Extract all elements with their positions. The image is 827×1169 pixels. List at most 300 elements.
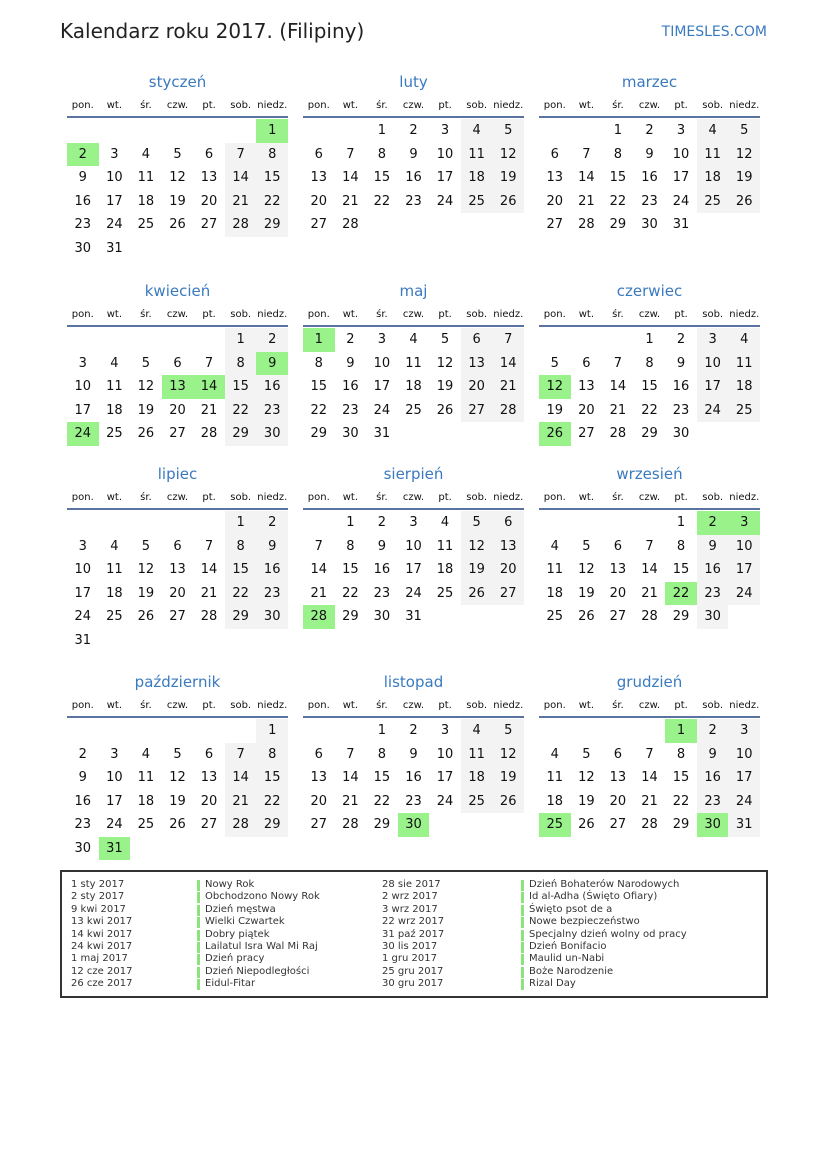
day-cell[interactable]: 6	[461, 328, 493, 352]
day-cell[interactable]: 31	[74, 632, 92, 648]
day-cell[interactable]: 28	[609, 426, 627, 442]
day-cell[interactable]: 5	[728, 119, 760, 143]
day-cell[interactable]: 19	[169, 793, 186, 809]
day-cell[interactable]: 19	[137, 585, 155, 601]
day-cell[interactable]: 16	[697, 766, 729, 790]
day-cell[interactable]: 28	[200, 426, 218, 442]
day-cell[interactable]: 7	[225, 743, 257, 767]
day-cell[interactable]: 1	[645, 332, 654, 348]
day-cell[interactable]: 4	[550, 746, 559, 762]
holiday-day[interactable]: 1	[256, 119, 288, 143]
day-cell[interactable]: 19	[137, 402, 155, 418]
day-cell[interactable]: 9	[346, 355, 355, 371]
day-cell[interactable]: 2	[645, 123, 654, 139]
day-cell[interactable]: 24	[672, 193, 690, 209]
day-cell[interactable]: 22	[225, 399, 257, 423]
day-cell[interactable]: 17	[436, 170, 454, 186]
day-cell[interactable]: 6	[314, 146, 323, 162]
day-cell[interactable]: 13	[492, 535, 524, 559]
day-cell[interactable]: 19	[169, 193, 186, 209]
day-cell[interactable]: 1	[225, 328, 257, 352]
day-cell[interactable]: 14	[609, 379, 627, 395]
day-cell[interactable]: 20	[609, 585, 627, 601]
day-cell[interactable]: 26	[436, 402, 454, 418]
day-cell[interactable]: 30	[74, 240, 92, 256]
site-logo[interactable]: TIMESLES.COM	[661, 24, 767, 40]
day-cell[interactable]: 22	[225, 582, 257, 606]
day-cell[interactable]: 2	[256, 511, 288, 535]
day-cell[interactable]: 18	[697, 166, 729, 190]
day-cell[interactable]: 15	[373, 770, 391, 786]
day-cell[interactable]: 25	[461, 190, 493, 214]
day-cell[interactable]: 6	[204, 746, 214, 762]
day-cell[interactable]: 18	[728, 375, 760, 399]
day-cell[interactable]: 28	[492, 399, 524, 423]
day-cell[interactable]: 30	[74, 840, 92, 856]
day-cell[interactable]: 24	[405, 585, 422, 601]
holiday-day[interactable]: 3	[728, 511, 760, 535]
day-cell[interactable]: 11	[137, 170, 155, 186]
day-cell[interactable]: 27	[310, 817, 328, 833]
holiday-day[interactable]: 13	[162, 375, 194, 399]
day-cell[interactable]: 2	[346, 332, 355, 348]
day-cell[interactable]: 29	[609, 217, 627, 233]
day-cell[interactable]: 9	[256, 535, 288, 559]
day-cell[interactable]: 16	[74, 793, 92, 809]
day-cell[interactable]: 12	[436, 355, 454, 371]
day-cell[interactable]: 31	[405, 609, 422, 625]
day-cell[interactable]: 22	[672, 793, 690, 809]
day-cell[interactable]: 5	[582, 746, 591, 762]
day-cell[interactable]: 21	[342, 793, 359, 809]
day-cell[interactable]: 11	[436, 538, 454, 554]
day-cell[interactable]: 19	[546, 402, 564, 418]
day-cell[interactable]: 9	[409, 746, 418, 762]
day-cell[interactable]: 30	[697, 605, 729, 629]
day-cell[interactable]: 22	[609, 193, 627, 209]
day-cell[interactable]: 18	[546, 793, 564, 809]
day-cell[interactable]: 20	[609, 793, 627, 809]
day-cell[interactable]: 7	[314, 538, 323, 554]
day-cell[interactable]: 12	[169, 170, 186, 186]
day-cell[interactable]: 19	[461, 558, 493, 582]
day-cell[interactable]: 1	[346, 515, 355, 531]
day-cell[interactable]: 7	[346, 146, 355, 162]
day-cell[interactable]: 7	[204, 538, 214, 554]
day-cell[interactable]: 15	[225, 375, 257, 399]
day-cell[interactable]: 25	[106, 426, 123, 442]
day-cell[interactable]: 16	[256, 375, 288, 399]
day-cell[interactable]: 30	[342, 426, 359, 442]
day-cell[interactable]: 6	[204, 146, 214, 162]
day-cell[interactable]: 24	[697, 399, 729, 423]
day-cell[interactable]: 1	[377, 123, 387, 139]
holiday-day[interactable]: 28	[303, 605, 335, 629]
holiday-day[interactable]: 2	[697, 511, 729, 535]
day-cell[interactable]: 13	[169, 562, 186, 578]
day-cell[interactable]: 6	[314, 746, 323, 762]
day-cell[interactable]: 4	[728, 328, 760, 352]
day-cell[interactable]: 12	[492, 143, 524, 167]
day-cell[interactable]: 12	[492, 743, 524, 767]
day-cell[interactable]: 10	[436, 746, 454, 762]
day-cell[interactable]: 29	[310, 426, 328, 442]
day-cell[interactable]: 14	[342, 770, 359, 786]
day-cell[interactable]: 24	[106, 217, 123, 233]
day-cell[interactable]: 18	[436, 562, 454, 578]
day-cell[interactable]: 7	[225, 143, 257, 167]
day-cell[interactable]: 3	[676, 123, 686, 139]
day-cell[interactable]: 10	[106, 770, 123, 786]
day-cell[interactable]: 29	[672, 609, 690, 625]
day-cell[interactable]: 20	[169, 402, 186, 418]
day-cell[interactable]: 1	[225, 511, 257, 535]
day-cell[interactable]: 9	[78, 170, 87, 186]
day-cell[interactable]: 7	[204, 355, 214, 371]
day-cell[interactable]: 24	[728, 582, 760, 606]
day-cell[interactable]: 3	[440, 123, 450, 139]
day-cell[interactable]: 8	[225, 535, 257, 559]
day-cell[interactable]: 27	[169, 609, 186, 625]
day-cell[interactable]: 22	[310, 402, 328, 418]
day-cell[interactable]: 13	[609, 770, 627, 786]
holiday-day[interactable]: 30	[697, 813, 729, 837]
day-cell[interactable]: 29	[641, 426, 658, 442]
day-cell[interactable]: 8	[225, 352, 257, 376]
day-cell[interactable]: 11	[137, 770, 155, 786]
day-cell[interactable]: 21	[609, 402, 627, 418]
day-cell[interactable]: 24	[436, 193, 454, 209]
day-cell[interactable]: 17	[697, 375, 729, 399]
day-cell[interactable]: 1	[613, 123, 623, 139]
day-cell[interactable]: 21	[310, 585, 328, 601]
day-cell[interactable]: 5	[461, 511, 493, 535]
day-cell[interactable]: 9	[697, 743, 729, 767]
day-cell[interactable]: 4	[461, 719, 493, 743]
day-cell[interactable]: 16	[342, 379, 359, 395]
day-cell[interactable]: 20	[200, 793, 218, 809]
day-cell[interactable]: 6	[582, 355, 591, 371]
day-cell[interactable]: 20	[169, 585, 186, 601]
day-cell[interactable]: 29	[256, 813, 288, 837]
day-cell[interactable]: 27	[609, 817, 627, 833]
holiday-day[interactable]: 24	[67, 422, 99, 446]
day-cell[interactable]: 4	[697, 119, 729, 143]
holiday-day[interactable]: 30	[398, 813, 430, 837]
day-cell[interactable]: 11	[461, 143, 493, 167]
day-cell[interactable]: 28	[225, 213, 257, 237]
day-cell[interactable]: 11	[106, 562, 123, 578]
day-cell[interactable]: 5	[492, 119, 524, 143]
day-cell[interactable]: 12	[728, 143, 760, 167]
day-cell[interactable]: 11	[546, 770, 564, 786]
holiday-day[interactable]: 22	[665, 582, 697, 606]
day-cell[interactable]: 14	[225, 766, 257, 790]
day-cell[interactable]: 10	[728, 743, 760, 767]
day-cell[interactable]: 29	[373, 817, 391, 833]
day-cell[interactable]: 10	[106, 170, 123, 186]
day-cell[interactable]: 21	[225, 190, 257, 214]
day-cell[interactable]: 24	[106, 817, 123, 833]
day-cell[interactable]: 26	[578, 609, 595, 625]
day-cell[interactable]: 6	[613, 538, 623, 554]
day-cell[interactable]: 17	[672, 170, 690, 186]
day-cell[interactable]: 2	[256, 328, 288, 352]
day-cell[interactable]: 29	[342, 609, 359, 625]
holiday-day[interactable]: 12	[539, 375, 571, 399]
day-cell[interactable]: 4	[550, 538, 559, 554]
day-cell[interactable]: 28	[641, 609, 658, 625]
day-cell[interactable]: 11	[405, 355, 422, 371]
day-cell[interactable]: 23	[373, 585, 391, 601]
day-cell[interactable]: 19	[436, 379, 454, 395]
day-cell[interactable]: 28	[641, 817, 658, 833]
day-cell[interactable]: 27	[310, 217, 328, 233]
day-cell[interactable]: 17	[405, 562, 422, 578]
day-cell[interactable]: 17	[728, 766, 760, 790]
day-cell[interactable]: 15	[225, 558, 257, 582]
day-cell[interactable]: 7	[582, 146, 591, 162]
day-cell[interactable]: 15	[609, 170, 627, 186]
day-cell[interactable]: 18	[546, 585, 564, 601]
day-cell[interactable]: 10	[74, 379, 92, 395]
day-cell[interactable]: 23	[256, 399, 288, 423]
day-cell[interactable]: 6	[492, 511, 524, 535]
day-cell[interactable]: 6	[173, 355, 182, 371]
day-cell[interactable]: 26	[137, 609, 155, 625]
day-cell[interactable]: 8	[256, 743, 288, 767]
day-cell[interactable]: 10	[436, 146, 454, 162]
day-cell[interactable]: 22	[373, 193, 391, 209]
day-cell[interactable]: 23	[256, 582, 288, 606]
day-cell[interactable]: 28	[578, 217, 595, 233]
day-cell[interactable]: 28	[342, 217, 359, 233]
day-cell[interactable]: 4	[141, 746, 151, 762]
day-cell[interactable]: 8	[346, 538, 355, 554]
day-cell[interactable]: 18	[461, 766, 493, 790]
day-cell[interactable]: 16	[405, 170, 422, 186]
holiday-day[interactable]: 26	[539, 422, 571, 446]
day-cell[interactable]: 23	[641, 193, 658, 209]
day-cell[interactable]: 5	[582, 538, 591, 554]
day-cell[interactable]: 22	[641, 402, 658, 418]
day-cell[interactable]: 15	[641, 379, 658, 395]
day-cell[interactable]: 20	[310, 193, 328, 209]
day-cell[interactable]: 12	[169, 770, 186, 786]
day-cell[interactable]: 25	[106, 609, 123, 625]
day-cell[interactable]: 27	[169, 426, 186, 442]
day-cell[interactable]: 17	[106, 193, 123, 209]
day-cell[interactable]: 6	[613, 746, 623, 762]
day-cell[interactable]: 13	[546, 170, 564, 186]
day-cell[interactable]: 25	[461, 790, 493, 814]
day-cell[interactable]: 16	[74, 193, 92, 209]
day-cell[interactable]: 3	[78, 538, 87, 554]
day-cell[interactable]: 14	[310, 562, 328, 578]
day-cell[interactable]: 12	[578, 770, 595, 786]
holiday-day[interactable]: 14	[193, 375, 225, 399]
day-cell[interactable]: 28	[200, 609, 218, 625]
day-cell[interactable]: 7	[492, 328, 524, 352]
day-cell[interactable]: 16	[641, 170, 658, 186]
day-cell[interactable]: 7	[346, 746, 355, 762]
day-cell[interactable]: 17	[106, 793, 123, 809]
day-cell[interactable]: 24	[373, 402, 391, 418]
day-cell[interactable]: 1	[377, 723, 387, 739]
day-cell[interactable]: 29	[225, 605, 257, 629]
day-cell[interactable]: 27	[609, 609, 627, 625]
day-cell[interactable]: 4	[141, 146, 151, 162]
day-cell[interactable]: 21	[492, 375, 524, 399]
day-cell[interactable]: 18	[106, 585, 123, 601]
day-cell[interactable]: 23	[697, 582, 729, 606]
day-cell[interactable]: 31	[672, 217, 690, 233]
day-cell[interactable]: 14	[492, 352, 524, 376]
day-cell[interactable]: 11	[461, 743, 493, 767]
day-cell[interactable]: 7	[645, 538, 654, 554]
day-cell[interactable]: 26	[137, 426, 155, 442]
day-cell[interactable]: 18	[405, 379, 422, 395]
day-cell[interactable]: 10	[405, 538, 422, 554]
day-cell[interactable]: 1	[676, 515, 686, 531]
day-cell[interactable]: 14	[342, 170, 359, 186]
day-cell[interactable]: 20	[578, 402, 595, 418]
day-cell[interactable]: 22	[342, 585, 359, 601]
day-cell[interactable]: 5	[141, 355, 151, 371]
day-cell[interactable]: 3	[377, 332, 387, 348]
day-cell[interactable]: 22	[373, 793, 391, 809]
day-cell[interactable]: 25	[697, 190, 729, 214]
day-cell[interactable]: 16	[697, 558, 729, 582]
day-cell[interactable]: 9	[697, 535, 729, 559]
day-cell[interactable]: 8	[256, 143, 288, 167]
day-cell[interactable]: 10	[672, 146, 690, 162]
day-cell[interactable]: 3	[440, 723, 450, 739]
holiday-day[interactable]: 25	[539, 813, 571, 837]
day-cell[interactable]: 13	[310, 770, 328, 786]
day-cell[interactable]: 29	[672, 817, 690, 833]
day-cell[interactable]: 10	[373, 355, 391, 371]
day-cell[interactable]: 13	[200, 170, 218, 186]
day-cell[interactable]: 10	[697, 352, 729, 376]
day-cell[interactable]: 13	[461, 352, 493, 376]
day-cell[interactable]: 15	[256, 166, 288, 190]
day-cell[interactable]: 17	[728, 558, 760, 582]
day-cell[interactable]: 5	[492, 719, 524, 743]
day-cell[interactable]: 11	[697, 143, 729, 167]
day-cell[interactable]: 20	[461, 375, 493, 399]
day-cell[interactable]: 4	[110, 538, 119, 554]
holiday-day[interactable]: 1	[665, 719, 697, 743]
day-cell[interactable]: 10	[74, 562, 92, 578]
day-cell[interactable]: 10	[728, 535, 760, 559]
day-cell[interactable]: 14	[641, 562, 658, 578]
day-cell[interactable]: 15	[310, 379, 328, 395]
day-cell[interactable]: 2	[78, 746, 87, 762]
day-cell[interactable]: 4	[461, 119, 493, 143]
day-cell[interactable]: 30	[641, 217, 658, 233]
day-cell[interactable]: 24	[436, 793, 454, 809]
day-cell[interactable]: 29	[256, 213, 288, 237]
day-cell[interactable]: 7	[645, 746, 654, 762]
day-cell[interactable]: 23	[697, 790, 729, 814]
day-cell[interactable]: 25	[728, 399, 760, 423]
day-cell[interactable]: 3	[110, 746, 119, 762]
day-cell[interactable]: 26	[578, 817, 595, 833]
day-cell[interactable]: 9	[676, 355, 686, 371]
day-cell[interactable]: 2	[377, 515, 387, 531]
day-cell[interactable]: 12	[578, 562, 595, 578]
day-cell[interactable]: 25	[436, 585, 454, 601]
day-cell[interactable]: 20	[546, 193, 564, 209]
day-cell[interactable]: 1	[256, 719, 288, 743]
holiday-day[interactable]: 9	[256, 352, 288, 376]
day-cell[interactable]: 26	[728, 190, 760, 214]
day-cell[interactable]: 23	[342, 402, 359, 418]
day-cell[interactable]: 16	[672, 379, 690, 395]
day-cell[interactable]: 27	[461, 399, 493, 423]
day-cell[interactable]: 2	[409, 723, 418, 739]
day-cell[interactable]: 27	[200, 217, 218, 233]
day-cell[interactable]: 27	[492, 582, 524, 606]
day-cell[interactable]: 18	[461, 166, 493, 190]
day-cell[interactable]: 26	[169, 817, 186, 833]
day-cell[interactable]: 14	[200, 562, 218, 578]
day-cell[interactable]: 21	[200, 402, 218, 418]
day-cell[interactable]: 13	[200, 770, 218, 786]
day-cell[interactable]: 11	[546, 562, 564, 578]
day-cell[interactable]: 12	[461, 535, 493, 559]
day-cell[interactable]: 17	[373, 379, 391, 395]
day-cell[interactable]: 24	[728, 790, 760, 814]
day-cell[interactable]: 21	[578, 193, 595, 209]
day-cell[interactable]: 16	[405, 770, 422, 786]
holiday-day[interactable]: 31	[99, 837, 131, 861]
day-cell[interactable]: 5	[440, 332, 450, 348]
day-cell[interactable]: 23	[672, 402, 690, 418]
day-cell[interactable]: 4	[110, 355, 119, 371]
day-cell[interactable]: 31	[106, 240, 123, 256]
day-cell[interactable]: 28	[225, 813, 257, 837]
day-cell[interactable]: 22	[256, 790, 288, 814]
day-cell[interactable]: 22	[256, 190, 288, 214]
day-cell[interactable]: 13	[578, 379, 595, 395]
day-cell[interactable]: 19	[578, 793, 595, 809]
day-cell[interactable]: 5	[550, 355, 559, 371]
day-cell[interactable]: 15	[342, 562, 359, 578]
day-cell[interactable]: 30	[256, 605, 288, 629]
holiday-day[interactable]: 2	[67, 143, 99, 167]
day-cell[interactable]: 19	[728, 166, 760, 190]
day-cell[interactable]: 28	[342, 817, 359, 833]
day-cell[interactable]: 27	[546, 217, 564, 233]
day-cell[interactable]: 26	[492, 790, 524, 814]
day-cell[interactable]: 20	[200, 193, 218, 209]
day-cell[interactable]: 15	[256, 766, 288, 790]
day-cell[interactable]: 13	[609, 562, 627, 578]
day-cell[interactable]: 9	[377, 538, 387, 554]
day-cell[interactable]: 4	[440, 515, 450, 531]
day-cell[interactable]: 7	[613, 355, 623, 371]
day-cell[interactable]: 21	[641, 793, 658, 809]
day-cell[interactable]: 8	[314, 355, 323, 371]
day-cell[interactable]: 24	[74, 609, 92, 625]
day-cell[interactable]: 8	[613, 146, 623, 162]
day-cell[interactable]: 9	[645, 146, 654, 162]
day-cell[interactable]: 14	[225, 166, 257, 190]
day-cell[interactable]: 5	[173, 746, 182, 762]
day-cell[interactable]: 25	[546, 609, 564, 625]
